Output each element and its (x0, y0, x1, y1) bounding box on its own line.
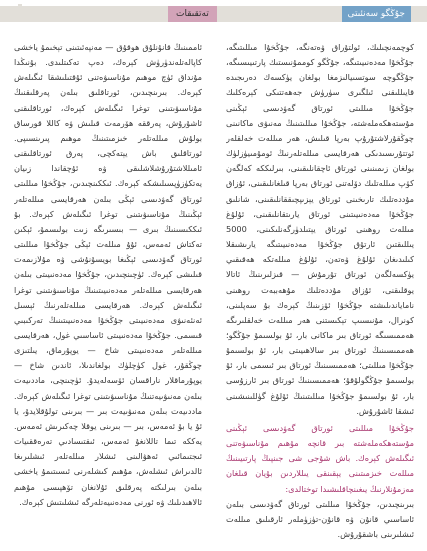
right-paragraph-1: كوچمەنچىلىك، ئولتۇراق ۋەتەنگە، جۇڭخۇا مىللىتىگە، جۇڭخۇا مەدەنىيىتىگە، جۇڭگو كوممۇنىستىك پارتىيىسىگە، جۇڭگوچە سوتسىيالىزمغا بولغان يۈكسەك دەرىجىدە قايىللىقنى ئىلگىرى سۈرۈش جەھەتتىكى كېرەكلىك جۇڭخۇا مىللىتى ئورتاق گەۋدىسى ئېڭىنى مۇستەھكەملەشتە، جۇڭخۇا مىللىتىنىڭ مەنىۋى ماكانىنى چوڭقۇرلاشتۇرۇپ بەرپا قىلىش، ھەر مىللەت خەلقلەر ئوتتۇرىسىدىكى ھەرقايسى مىللەتلەرنىڭ ئومۇمىيۈزلۈك بولغان زىمىنىنى ئورتاق ئاچقانلىقىنى، بىرلىككە كەلگەن كۆپ مىللەتلىك دۆلەتنى ئورتاق بەرپا قىلغانلىقىنى، ئۇزاق مۇددەتلىك تارىخىنى ئورتاق يېزىپچىققانلىقىنى، شانلىق جۇڭخۇا مەدەنىيىتىنى ئورتاق يارىتقانلىقىنى، ئۇلۇغ مىللەت روھىنى ئورتاق يېتىلدۈرگەنلىكىنى، 5000 يىللىقتىن ئارتۇق جۇڭخۇا مەدەنىيىتىگە يارىشىقلا كىلىدىغان ئۇلۇغ ۋەتەن، ئۇلۇغ مىللەتكە ھەقىقىي يۈكسەلگەن ئورتاق تۇرمۇش — قىزلىرىنىڭ ئاتالا يوقلىقنى، ئۇزاق مۇددەتلىك مۇھەببەت روھىنى ناماياندىلىشتە جۇڭخۇا ئۆزىنىڭ كېرەك بۇ سەپلىنى، كونرال، مۇنىسىپ تېكىستنى ھەر مىللەت خەلقلىرىگە ھەممىسىگە ئورتاق بىر ماكانى بار، ئۇ بولسىمۇ جۇڭگو؛ ھەممىسىنىڭ ئورتاق بىر سالاھىيىتى بار، ئۇ بولسىمۇ جۇڭخۇا مىللىتى؛ ھەممىسىنىڭ ئورتاق بىر ئىسمى بار، ئۇ بولسىمۇ جۇڭگولۇقۇ؛ ھەممىسىنىڭ ئورتاق بىر ئارزۇسى بار، ئۇ بولسىمۇ جۇڭخۇا مىللىتىنىڭ ئۇلۇغ گۈللىنىشىنى ئىشقا ئاشۇرۇش. (226, 42, 414, 416)
right-paragraph-2: بىرىنچىدىن، جۇڭخۇا مىللىتى ئورتاق گەۋدىسى بىلەن ئاساسىي قانۇن ۋە قانۇن-تۈزۈملەر ئارقىلىق مىللەت ئىشلىرىنى باشقۇرۇش. (226, 498, 414, 539)
article-body (14, 40, 414, 540)
left-paragraph-1: ئاممىنىڭ قانۇنلۇق ھوقۇق — مەنپەئىتىنى تېخىمۇ ياخشى كاپالەتلەندۈرۈش كېرەك، دەپ تەكىتلىدى. بۇنىڭدا مۇنداق ئۈچ موھىم مۇناسىۋەتنى ئۇقتىلىشقا ئىگىلەش كېرەك. بىرىنچىدىن، ئورتاقلىق بىلەن پەرقلىقنىڭ مۇناسىۋىتىنى توغرا ئىگىلەش كېرەك، ئورتاقلىقنى ئاشۇرۇش، پەرققە ھۆرمەت قىلىش ۋە كاللا قورساق بولۇش مىللەتلەر خىزمىتىنىڭ موھىم پىرىنسىپى. ئورتاقلىق باش يېتەكچى، پەرق ئورتاقلىقنى ئامىللاشتۇرۇشلاشلىقى ۋە ئۇچقاندا زىيان يەتكۈزۈپسىلىشكە كېرەك. ئىككىنچىدىن، جۇڭخۇا مىللىتى ئورتاق گەۋدىسى ئېڭى بىلەن ھەرقايسى مىللەتلەر ئېڭىنىڭ مۇناسىۋىتىنى توغرا ئىگىلەش كېرەك. بۇ ئىككىسىنىڭ بىرى — بىسىرىگە زىت بولىسمۇ، ئېكىن تەكتاش ئەمەس، ئۇۇ مىللەت ئېڭى جۇڭخۇا مىللىتى ئورتاق گەۋدىسى ئېڭىغا بويسۇنۇشى ۋە مۇلازىمەت قىلىشى كېرەك. ئۈچىنچىدىن، جۇڭخۇا مەدەنىيىتى بىلەن ھەرقايسى مىللەتلەر مەدەنىيىتىنىڭ مۇناسىۋىتىنى توغرا ئىگىلەش كېرەك. ھەرقايسى مىللەتلەرنىڭ ئېسىل ئەنئەنىۋى مەدەنىيىتى جۇڭخۇا مەدەنىيىتىنىڭ تەركىبىي قىسمى. جۇڭخۇا مەدەنىيىتى ئاساسىي غول، ھەرقايسى مىللەتلەر مەدەنىيىتى شاخ — يوپۇرماق، يىلتىزى چوڭقۇر، غول كۈچلۈك بولغاندىلا، ئاندىن شاخ — يوپۇرماقلار ناراقسان ئۆسەلەيدۇ. ئۈچىنچى، ماددىيەت بىلەن مەنىۋىيەتنىڭ مۇناسىۋىتىنى توغرا ئىگىلەش كېرەك. ماددىيەت بىلەن مەنىۋىيەت بىر — بىرىنى تولۇقلايدۇ، يا ئۇ يا بۇ ئەمەس، بىر — بىرىنى يوقلا چەكىرىش ئەمەس. يەككە تىما تاللانغۇ ئەمەس، ئىقتىسادىي تەرەققىيات ئىجتىمائىي ئەھۋالىنى ئىشلار مىللەتلەر ئىشلىرىغا ئالدىراش ئىشلەش، مۇھىم كىشلەرنى ئىسىتىمۇ ياخشى بىلەن بىرلىكتە پەرقلىق ئۇلانغان تۆھپىسى مۇھىم ئالاھىدىلىك ۋە ئورنى مەدەنىيەتلەرگە ئىشلىتىش كېرەك. (14, 42, 202, 507)
section-tag: تەتقىقات (168, 6, 217, 22)
header-ornament (18, 4, 22, 12)
page-header (0, 0, 427, 32)
section-subheading: جۇڭخۇا مىللىتى ئورتاق گەۋدىسى ئېڭىنى مۇستەھكەملەشتە بىر قانچە مۇھىم مۇناسىۋەتنى ئىگىلەش كېرەك. باش شۇجى شى جىنپىڭ پارتىيىنىڭ مىللەت خىزمىتىنى يېقىنقى يىللاردىن بۇيان قىلغان مەزمۇنلارنىڭ يىغىنچاقلىشىدا توختالدى: (226, 422, 414, 494)
right-column (226, 40, 414, 540)
journal-title: جۇڭگو سەنئىتى (342, 6, 412, 22)
left-column (14, 40, 202, 540)
